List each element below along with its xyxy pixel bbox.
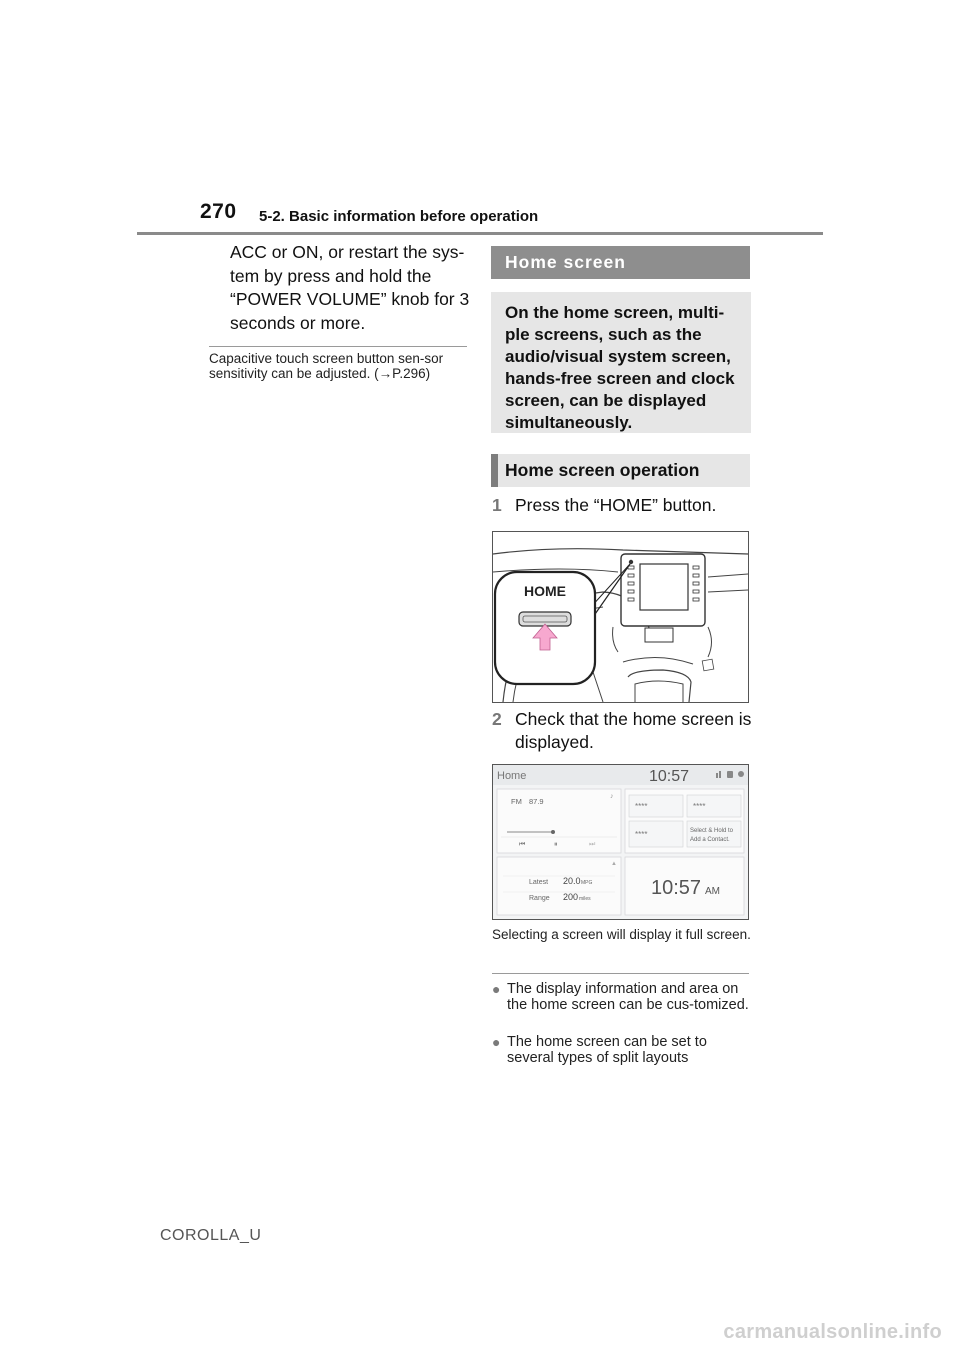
page-number: 270 xyxy=(200,200,237,223)
range-label: Range xyxy=(529,895,550,902)
dashboard-illustration xyxy=(493,532,748,702)
step-text: Check that the home screen is displayed. xyxy=(515,709,752,752)
home-screen-heading: Home screen xyxy=(491,246,750,279)
bullet-icon: ● xyxy=(492,981,501,997)
status-clock: 10:57 xyxy=(649,768,690,785)
radio-band: FM xyxy=(511,797,522,806)
home-screen-illustration xyxy=(493,765,748,919)
range-unit: miles xyxy=(579,896,591,902)
clock-panel-ampm: AM xyxy=(705,886,720,897)
clock-panel-time: 10:57 xyxy=(651,877,702,899)
footer-model: COROLLA_U xyxy=(160,1227,262,1244)
figure-caption: Selecting a screen will display it full screen. xyxy=(492,927,751,942)
step-2 xyxy=(492,708,752,754)
latest-unit: MPG xyxy=(581,880,593,886)
operation-heading: Home screen operation xyxy=(491,454,750,487)
section-title: 5-2. Basic information before operation xyxy=(259,208,539,225)
previous-icon[interactable]: ⏮ xyxy=(519,841,526,848)
home-button-label: HOME xyxy=(524,583,566,599)
pause-icon[interactable]: ⏸ xyxy=(554,841,558,848)
step-number: 1 xyxy=(492,495,502,515)
radio-frequency: 87.9 xyxy=(529,797,544,806)
home-screen-summary: On the home screen, multi-ple screens, such as the audio/visual system screen, hands-free screen and clock screen, can be displayed simultaneously. xyxy=(491,292,751,433)
svg-text:****: **** xyxy=(635,802,648,811)
bullet-item: ● The display information and area on the home screen can be cus-tomized. xyxy=(492,981,749,1013)
home-screen-figure xyxy=(492,764,749,920)
svg-text:****: **** xyxy=(635,830,648,839)
latest-label: Latest xyxy=(529,879,549,886)
svg-text:♪: ♪ xyxy=(610,793,614,800)
step-number: 2 xyxy=(492,709,502,729)
contact-hint-line2: Add a Contact. xyxy=(690,837,730,843)
watermark: carmanualsonline.info xyxy=(723,1321,942,1343)
latest-value: 20.0 xyxy=(563,876,581,886)
svg-text:****: **** xyxy=(693,802,706,811)
next-icon[interactable]: ⏭ xyxy=(589,841,596,848)
add-contact-slot[interactable] xyxy=(687,821,741,847)
bullet-icon: ● xyxy=(492,1034,501,1050)
caption-divider xyxy=(492,973,749,974)
fuel-economy-panel[interactable] xyxy=(497,857,621,915)
range-value: 200 xyxy=(563,892,579,902)
header-divider xyxy=(137,232,823,235)
dashboard-figure xyxy=(492,531,749,703)
contact-hint-line1: Select & Hold to xyxy=(690,828,734,834)
screen-title: Home xyxy=(497,770,527,782)
step-1 xyxy=(492,494,752,517)
continued-paragraph: ACC or ON, or restart the sys-tem by press and hold the “POWER VOLUME” knob for 3 seconds or more. xyxy=(230,242,470,333)
step-text: Press the “HOME” button. xyxy=(515,495,717,515)
note-divider xyxy=(209,346,467,347)
svg-text:▲: ▲ xyxy=(611,861,617,867)
note-text: Capacitive touch screen button sen-sor sensitivity can be adjusted. (→P.296) xyxy=(209,351,444,381)
bullet-item: ● The home screen can be set to several types of split layouts xyxy=(492,1034,707,1066)
